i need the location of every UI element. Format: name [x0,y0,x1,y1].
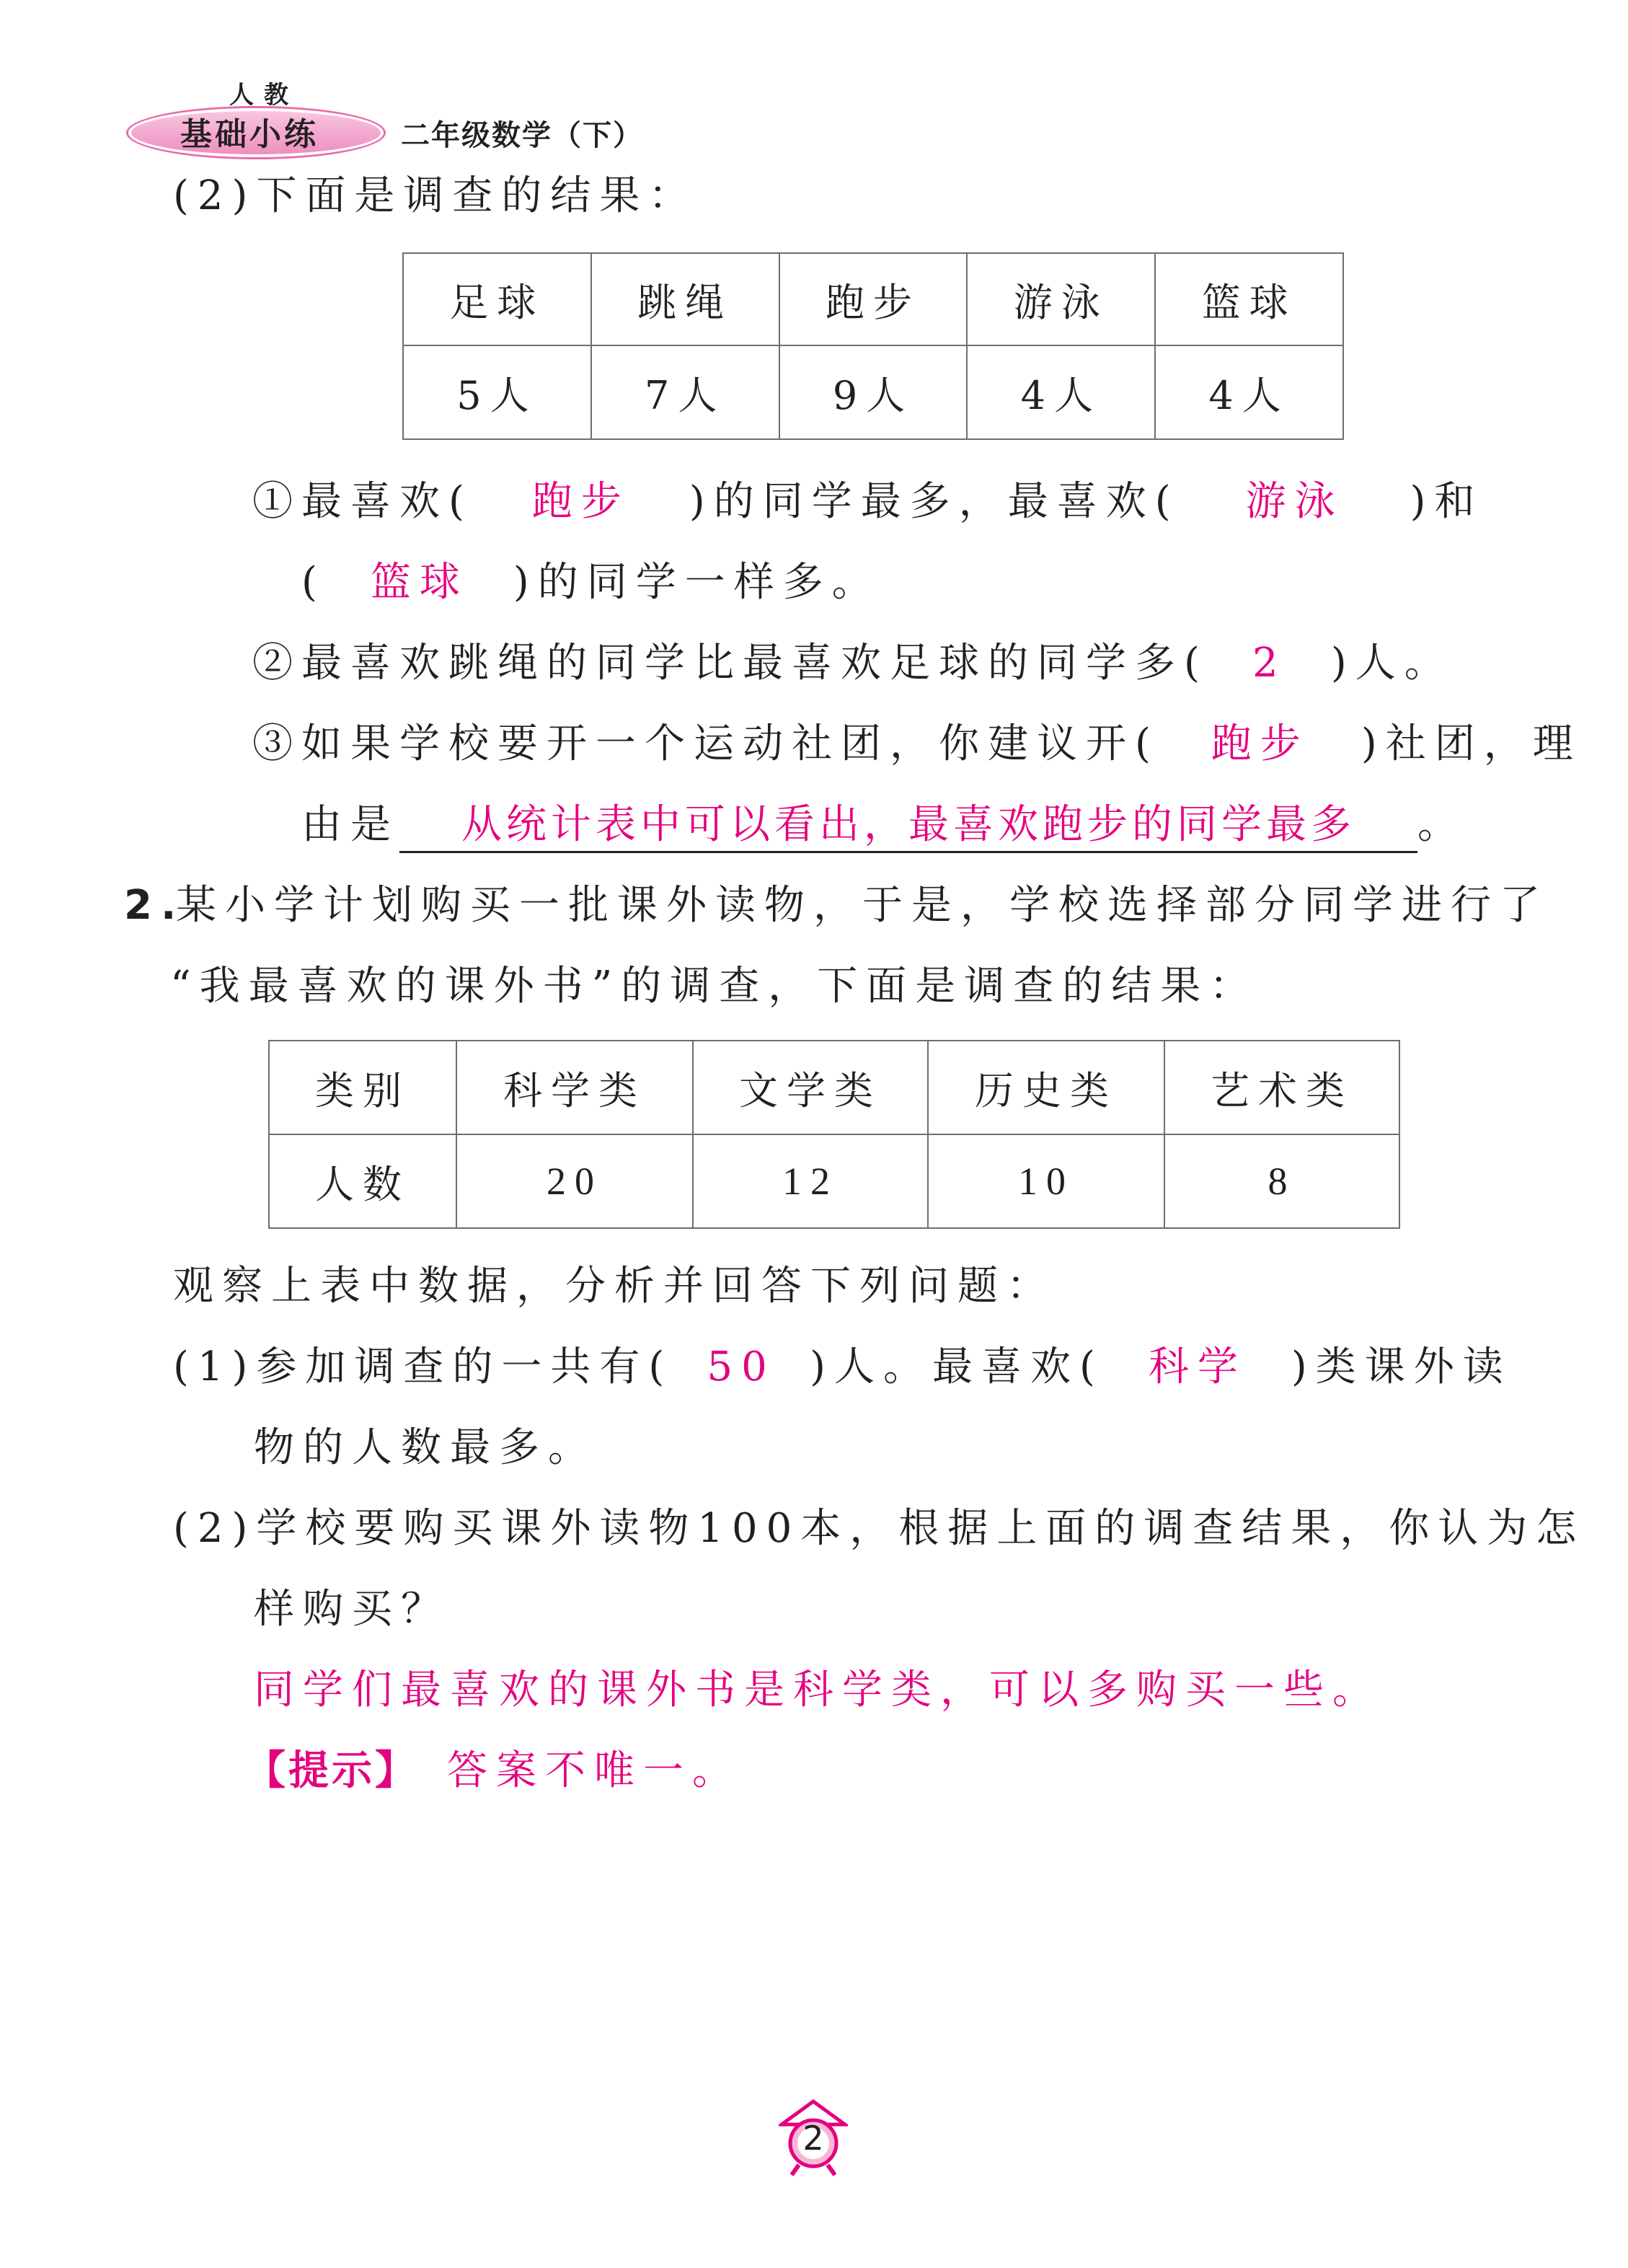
q2p1-text-a: (1)参加调查的一共有( [173,1343,673,1390]
question-2-number: 2. [124,882,185,929]
sports-value-cell: 5人 [403,345,591,439]
sub1-text-b: )的同学最多，最喜欢( [689,478,1180,525]
book-value-cell: 8 [1164,1134,1399,1228]
sports-value-cell: 4人 [1155,345,1343,439]
q1-part2-intro: (2)下面是调查的结果： [173,172,698,219]
book-subtitle: 二年级数学（下） [401,119,643,152]
sub1-line2-a: ( [301,559,326,606]
publisher-tag: 人教 [229,81,298,110]
sports-header-cell: 游泳 [967,253,1155,345]
reason-label: 由是 [301,801,399,848]
hint-line [245,1742,741,1800]
answer-tie-1: 游泳 [1245,478,1344,525]
answer-club: 跑步 [1211,720,1309,767]
answer-reason: 从统计表中可以看出，最喜欢跑步的同学最多 [399,799,1417,853]
sub3-text-b: )社团，理 [1361,720,1582,767]
sub2-text-b: )人。 [1330,640,1454,687]
book-value-cell: 20 [456,1134,693,1228]
book-category-cell: 艺术类 [1164,1041,1399,1134]
answer-total: 50 [707,1343,776,1390]
sub3-text-a: ③如果学校要开一个运动社团，你建议开( [252,720,1159,767]
sub1-text-a: ①最喜欢( [252,478,473,525]
hint-label: 【提示】 [245,1747,418,1794]
q2-part2-answer: 同学们最喜欢的课外书是科学类，可以多购买一些。 [254,1667,1381,1713]
book-row-label: 人数 [269,1134,456,1228]
question-2-line2: “我最喜欢的课外书”的调查，下面是调查的结果： [170,963,1259,1010]
question-2-line1: 某小学计划购买一批课外读物，于是，学校选择部分同学进行了 [176,882,1549,929]
answer-favorite-category: 科学 [1148,1343,1247,1390]
sports-survey-table [402,252,1344,440]
sub-question-3-line2 [301,796,1466,854]
q2-part1-line2: 物的人数最多。 [254,1424,597,1471]
book-survey-table [268,1040,1400,1229]
sub-question-3-line1 [252,715,1582,773]
sports-value-cell: 4人 [967,345,1155,439]
sub-question-1-line1 [252,473,1483,531]
answer-difference: 2 [1252,640,1287,687]
sub1-line2-b: )的同学一样多。 [513,559,881,606]
sports-header-cell: 篮球 [1155,253,1343,345]
answer-tie-2: 篮球 [370,559,469,606]
sports-header-cell: 足球 [403,253,591,345]
sub1-text-c: )和 [1410,478,1484,525]
hint-text: 答案不唯一。 [447,1747,741,1794]
book-value-cell: 12 [693,1134,928,1228]
sub-question-2 [252,635,1454,692]
reason-end: 。 [1417,801,1466,848]
book-category-cell: 文学类 [693,1041,928,1134]
sub-question-1-line2 [301,554,881,612]
series-title: 基础小练 [180,116,319,153]
sports-value-cell: 7人 [591,345,779,439]
q2p1-text-b: )人。最喜欢( [810,1343,1104,1390]
q2p1-text-c: )类课外读 [1291,1343,1512,1390]
sports-value-cell: 9人 [779,345,968,439]
book-category-cell: 历史类 [928,1041,1164,1134]
q2-part2-line2: 样购买？ [254,1586,450,1633]
q2-instruction: 观察上表中数据，分析并回答下列问题： [173,1263,1056,1310]
answer-most-popular: 跑步 [531,478,630,525]
q2-part2-line1: (2)学校要购买课外读物100本，根据上面的调查结果，你认为怎 [173,1505,1585,1552]
book-header-label: 类别 [269,1041,456,1134]
sports-header-cell: 跳绳 [591,253,779,345]
book-value-cell: 10 [928,1134,1164,1228]
sub2-text-a: ②最喜欢跳绳的同学比最喜欢足球的同学多( [252,640,1208,687]
book-category-cell: 科学类 [456,1041,693,1134]
q2-part1-line1 [173,1338,1512,1396]
page-number: 2 [802,2119,824,2158]
sports-header-cell: 跑步 [779,253,968,345]
